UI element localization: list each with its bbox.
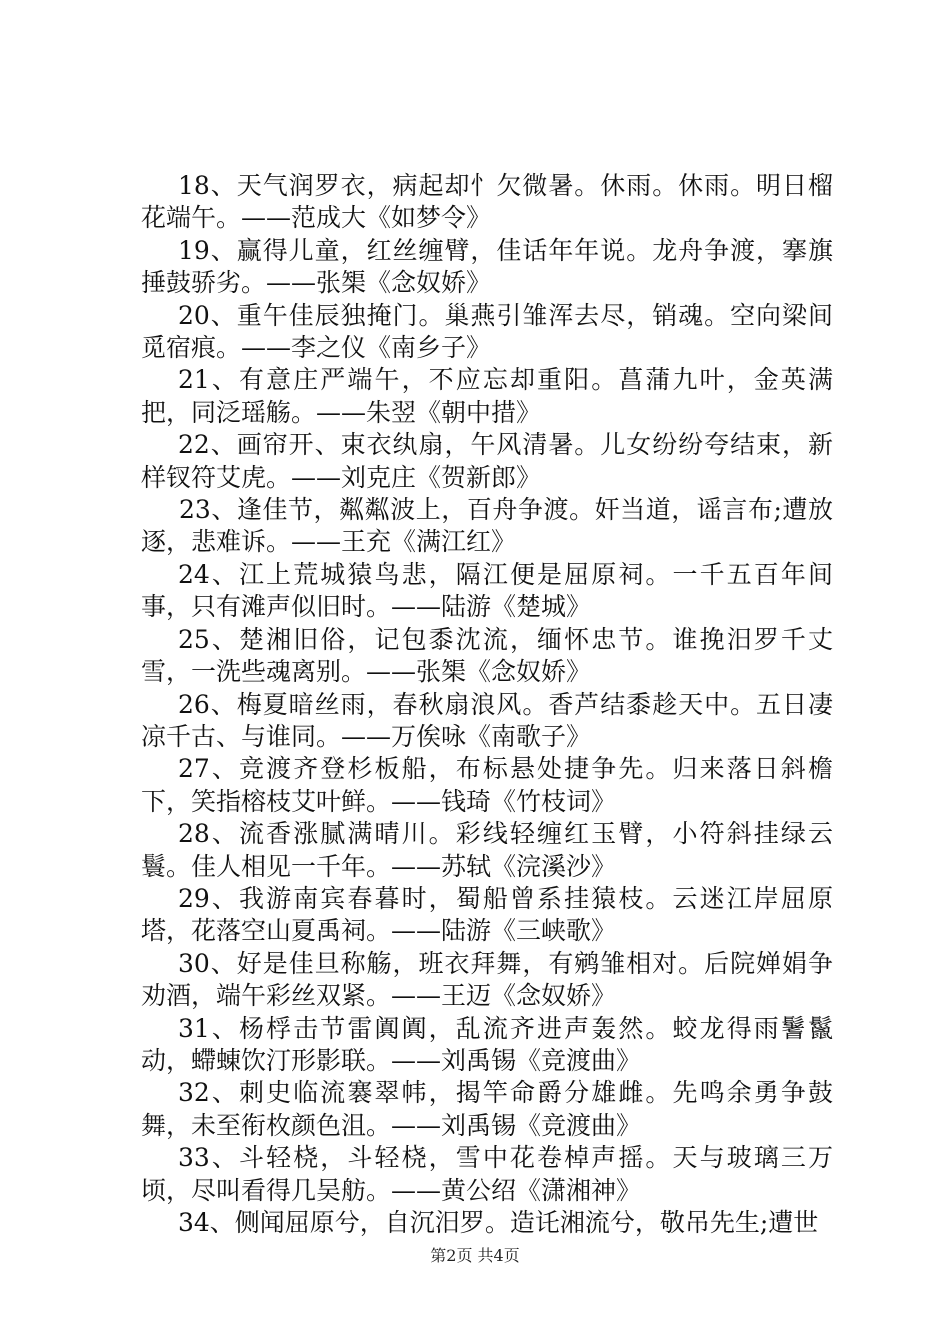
poem-entry-30: 30、好是佳旦称觞，班衣拜舞，有鹓雏相对。后院婵娟争劝酒，端午彩丝双紧。——王迈《念奴娇》 xyxy=(141,948,833,1011)
poem-entry-24: 24、江上荒城猿鸟悲，隔江便是屈原祠。一千五百年间事，只有滩声似旧时。——陆游《楚城》 xyxy=(141,559,833,622)
poem-entry-31: 31、杨桴击节雷阗阗，乱流齐进声轰然。蛟龙得雨鬐鬣动，螮蝀饮汀形影联。——刘禹锡《竞渡曲》 xyxy=(141,1013,833,1075)
poem-entry-23: 23、逢佳节，粼粼波上，百舟争渡。奸当道，谣言布;遭放逐，悲难诉。——王充《满江红》 xyxy=(141,495,833,557)
poem-entry-27: 27、竞渡齐登杉板船，布标悬处捷争先。归来落日斜檐下，笑指榕枝艾叶鲜。——钱琦《竹枝词》 xyxy=(141,754,833,816)
poem-entry-28: 28、流香涨腻满晴川。彩线轻缠红玉臂，小符斜挂绿云鬟。佳人相见一千年。——苏轼《浣溪沙》 xyxy=(141,819,833,881)
poem-entry-34: 34、侧闻屈原兮，自沉汨罗。造讬湘流兮，敬吊先生;遭世 xyxy=(178,1208,819,1237)
poem-entry-33: 33、斗轻桡，斗轻桡，雪中花卷棹声摇。天与玻璃三万顷，尽叫看得几吴舫。——黄公绍《潇湘神》 xyxy=(141,1143,833,1205)
poem-entry-22: 22、画帘开、束衣纨扇，午风清暑。儿女纷纷夸结束，新样钗符艾虎。——刘克庄《贺新郎》 xyxy=(141,430,833,492)
poem-entry-25: 25、楚湘旧俗，记包黍沈流，缅怀忠节。谁挽汨罗千丈雪，一洗些魂离别。——张榘《念奴娇》 xyxy=(141,624,833,687)
poem-entry-20: 20、重午佳辰独掩门。巢燕引雏浑去尽，销魂。空向梁间觅宿痕。——李之仪《南乡子》 xyxy=(141,300,833,363)
poem-entry-29: 29、我游南宾春暮时，蜀船曾系挂猿枝。云迷江岸屈原塔，花落空山夏禹祠。——陆游《三峡歌》 xyxy=(141,883,833,946)
poem-entry-21: 21、有意庄严端午，不应忘却重阳。菖蒲九叶，金英满把，同泛瑶觞。——朱翌《朝中措》 xyxy=(141,365,833,427)
poem-entry-32: 32、刺史临流褰翠帏，揭竿命爵分雄雌。先鸣余勇争鼓舞，未至衔枚颜色沮。——刘禹锡《竞渡曲》 xyxy=(141,1078,833,1140)
poem-entry-26: 26、梅夏暗丝雨，春秋扇浪风。香芦结黍趁天中。五日凄凉千古、与谁同。——万俟咏《南歌子》 xyxy=(141,689,833,751)
poem-entry-18: 18、天气润罗衣，病起却忄欠微暑。休雨。休雨。明日榴花端午。——范成大《如梦令》 xyxy=(141,171,833,233)
poem-entry-19: 19、赢得儿童，红丝缠臂，佳话年年说。龙舟争渡，搴旗捶鼓骄劣。——张榘《念奴娇》 xyxy=(141,235,833,298)
document-body xyxy=(141,170,833,1239)
page-number-footer: 第2页 共4页 xyxy=(430,1246,520,1265)
